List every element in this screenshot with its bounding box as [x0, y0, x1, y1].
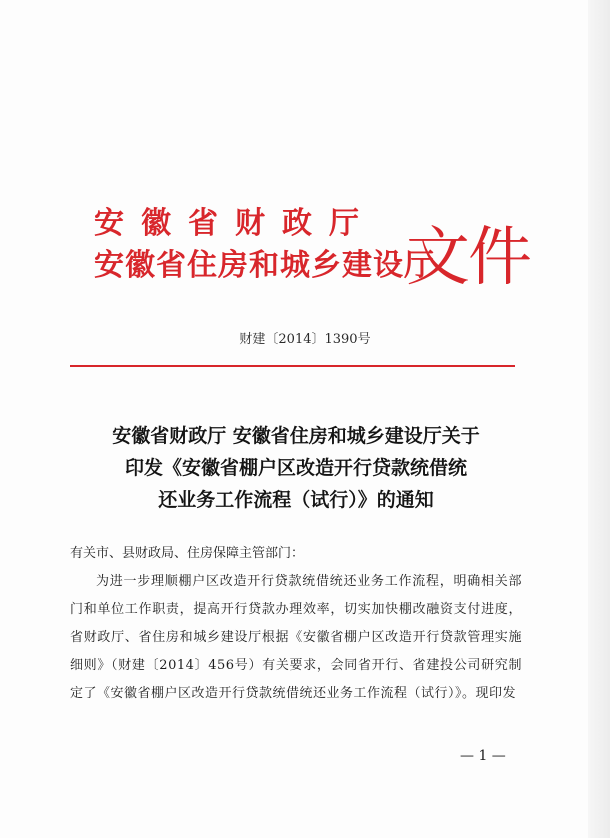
page-edge	[588, 0, 610, 838]
title-line: 安徽省财政厅 安徽省住房和城乡建设厅关于	[112, 425, 480, 447]
document-type: 文件	[406, 221, 530, 295]
body-paragraph: 为进一步理顺棚户区改造开行贷款统借统还业务工作流程，明确相关部门和单位工作职责，提高开行贷款办理效率，切实加快棚改融资支付进度，省财政厅、省住房和城乡建设厅根据《安徽省棚户区改造开行贷款管理实施细则》（财建〔2014〕456号）有关要求，会同省开行、省建投公司研究制定了《安徽省棚户区改造开行贷款统借统还业务工作流程（试行）》。现印发	[70, 574, 522, 701]
document-title	[66, 420, 526, 516]
issuing-org-2: 安徽省住房和城乡建设厅	[94, 248, 435, 283]
document-number: 财建〔2014〕1390号	[239, 332, 371, 347]
issuing-org-1: 安徽省财政厅	[94, 206, 376, 241]
page-number: — 1 —	[460, 748, 506, 764]
document-header	[94, 198, 530, 295]
title-line: 还业务工作流程（试行）》的通知	[158, 489, 434, 511]
red-divider	[70, 365, 515, 367]
salutation: 有关市、县财政局、住房保障主管部门：	[70, 546, 305, 561]
title-line: 印发《安徽省棚户区改造开行贷款统借统	[124, 457, 467, 479]
document-body	[70, 540, 522, 708]
